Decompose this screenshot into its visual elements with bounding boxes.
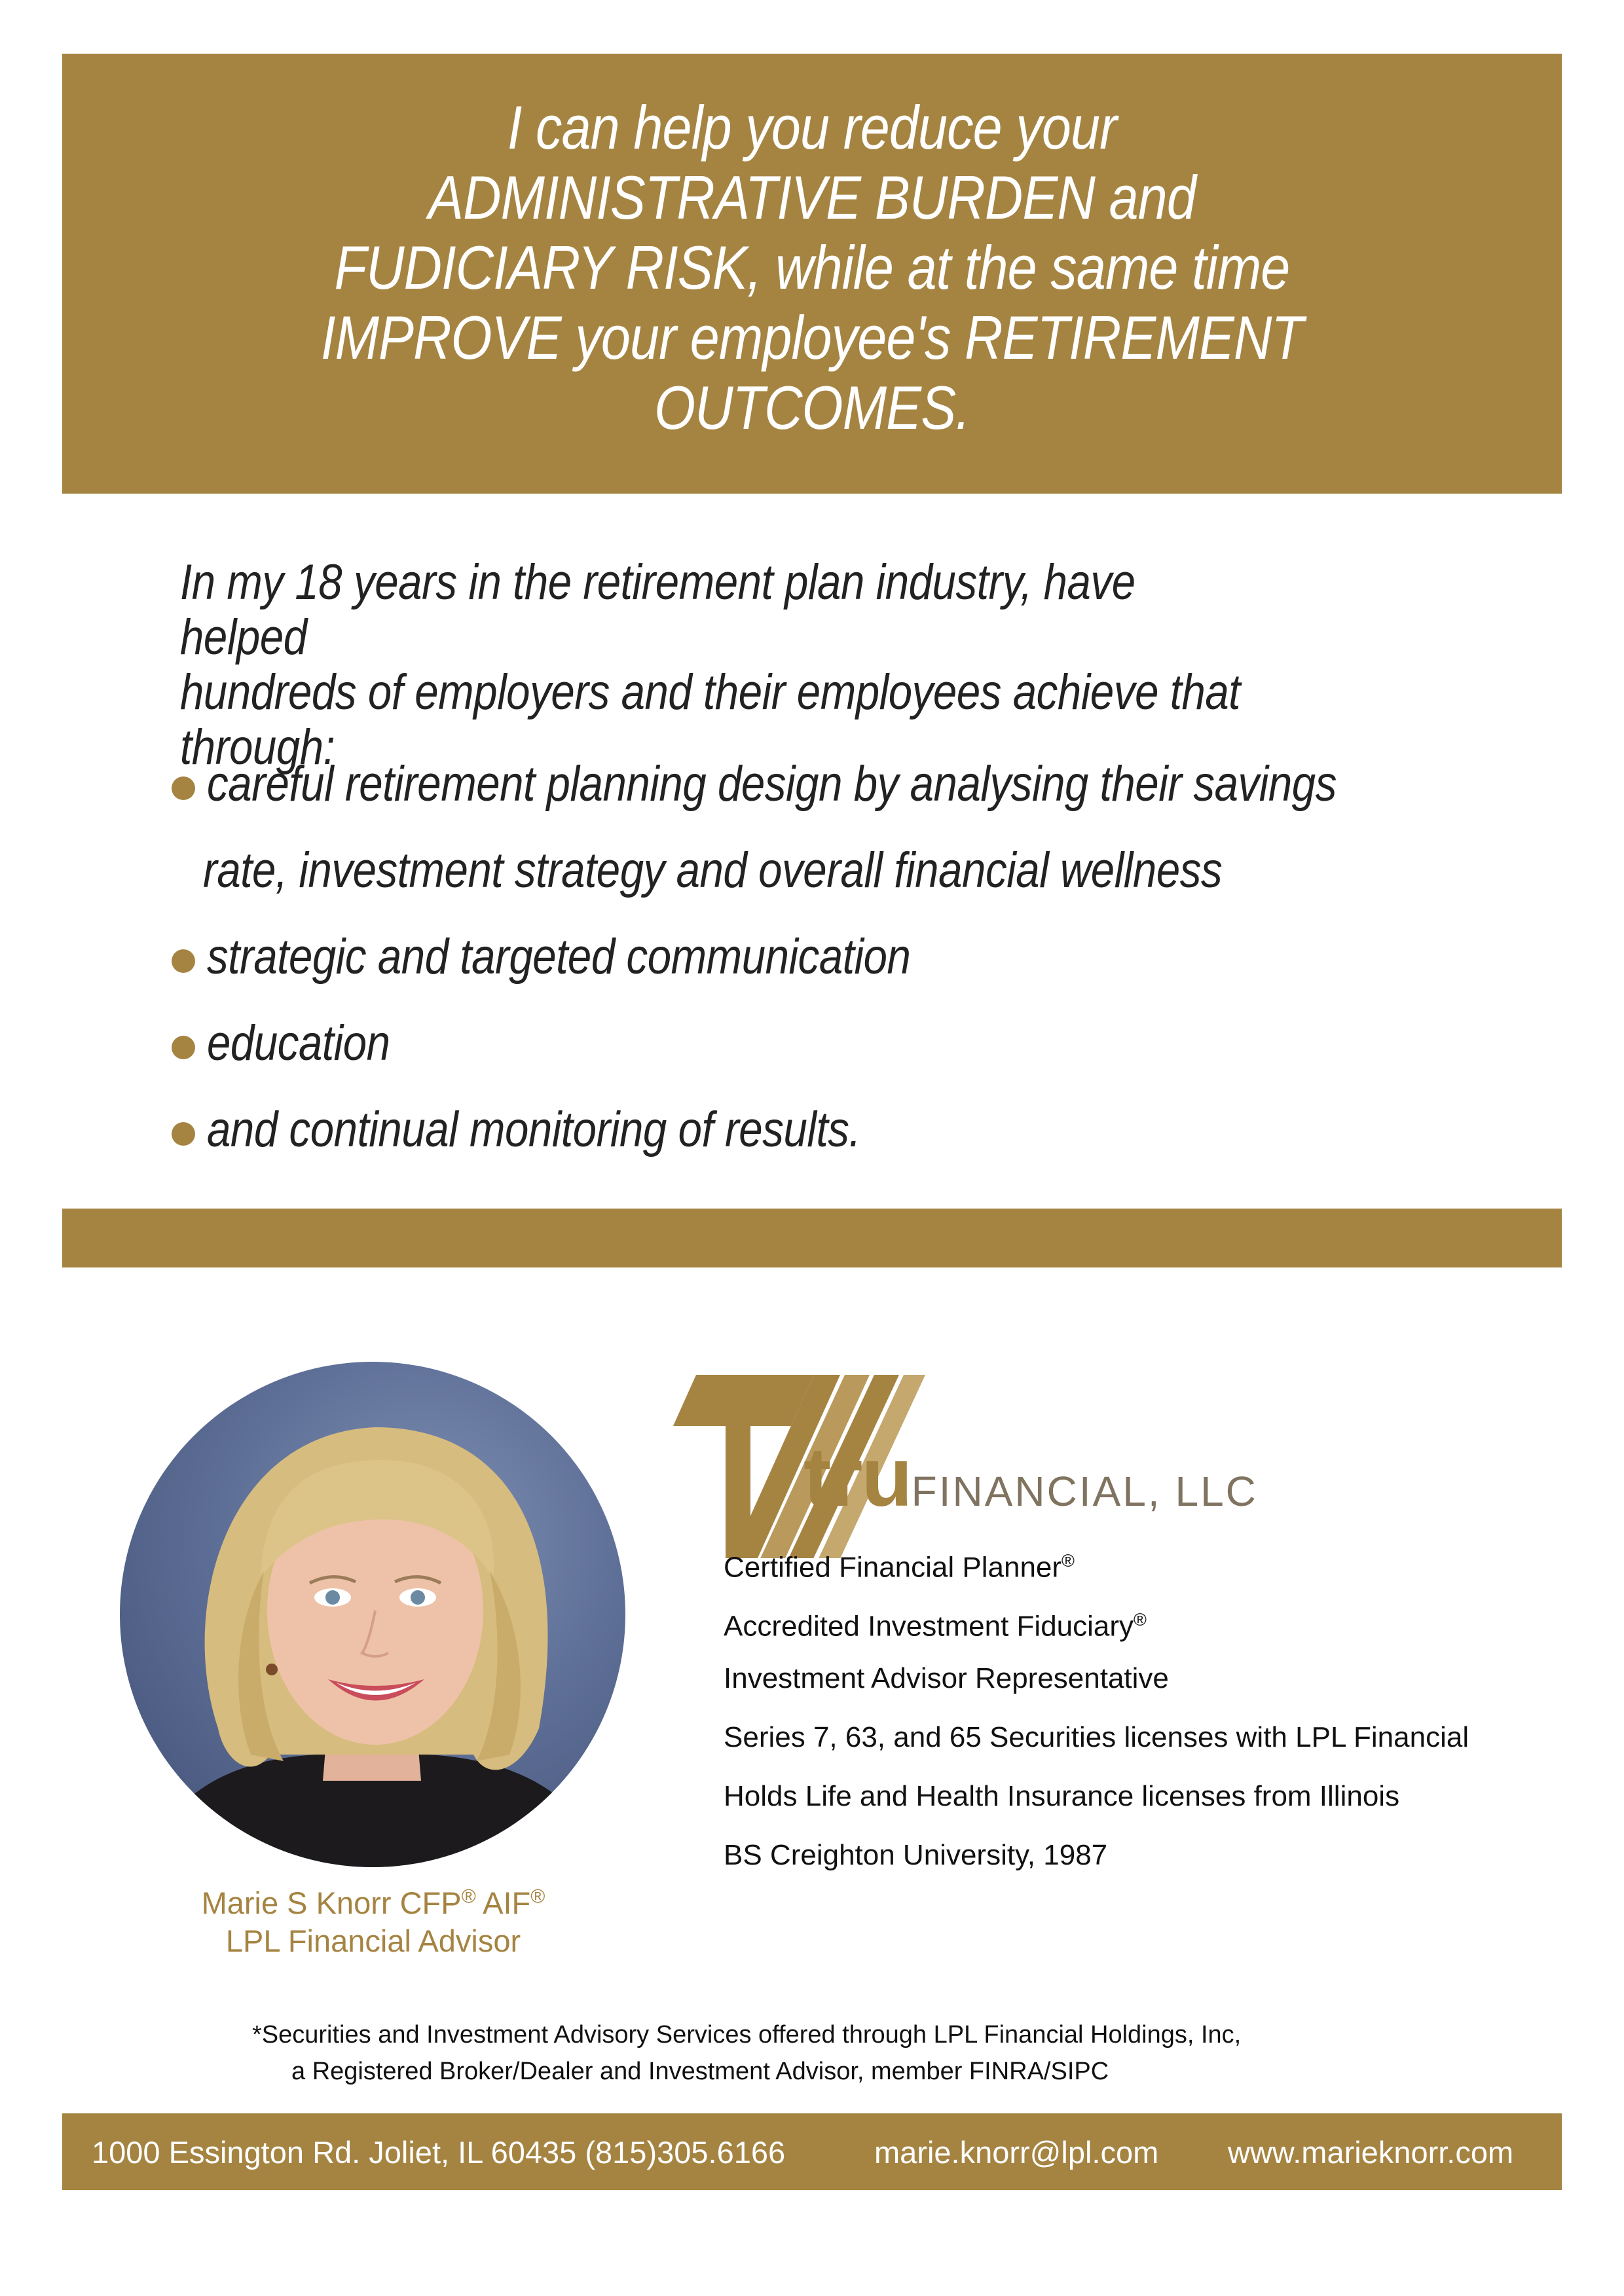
logo-financial-text: FINANCIAL, LLC [911,1468,1258,1515]
registered-mark: ® [530,1886,545,1908]
credential-item [724,1779,1575,1838]
credential-item [724,1544,1575,1603]
bullet-dot-icon [172,776,195,800]
credential-text: Investment Advisor Representative [724,1662,1169,1694]
hero-banner [62,54,1562,494]
registered-mark: ® [1134,1610,1147,1630]
footer-website-link[interactable]: www.marieknorr.com [1228,2135,1514,2170]
list-item-text: and continual monitoring of results. [207,1102,861,1157]
advisor-name-text: Marie S Knorr CFP [201,1886,462,1920]
hero-line: IMPROVE your employee's RETIREMENT [320,302,1304,372]
disclaimer-line: a Registered Broker/Dealer and Investment Advisor, member FINRA/SIPC [291,2058,1109,2085]
intro-line: In my 18 years in the retirement plan industry, have helped [180,555,1135,665]
footer-email-link[interactable]: marie.knorr@lpl.com [874,2135,1159,2170]
intro-paragraph [180,555,1250,775]
credential-item [724,1721,1575,1779]
credential-text: Series 7, 63, and 65 Securities licenses with LPL Financial [724,1721,1469,1753]
disclaimer [131,2016,1493,2090]
advisor-title: LPL Financial Advisor [225,1923,521,1958]
services-list [172,746,1547,1178]
hero-headline [277,92,1347,443]
contact-footer [62,2113,1562,2190]
credential-item [724,1838,1575,1897]
intro-line: through: [180,720,335,775]
hero-line: ADMINISTRATIVE BURDEN and [428,162,1196,232]
advisor-aif-text: AIF [475,1886,531,1920]
bullet-dot-icon [172,1036,195,1059]
list-item-text: careful retirement planning design by analysing their savings [207,756,1337,812]
list-item-continuation [172,833,1547,919]
list-item [172,1006,1547,1092]
list-item [172,919,1547,1006]
list-item-text: strategic and targeted communication [207,929,911,985]
credential-item [724,1603,1575,1662]
registered-mark: ® [461,1886,476,1908]
logo-wordmark [803,1429,1258,1525]
bullet-dot-icon [172,1122,195,1146]
disclaimer-line: *Securities and Investment Advisory Services offered through LPL Financial Holdings, Inc, [252,2021,1242,2049]
list-item-text: education [207,1015,390,1071]
credential-text: BS Creighton University, 1987 [724,1839,1108,1871]
logo-tru-text: tru [803,1430,912,1524]
hero-line: FUDICIARY RISK, while at the same time [334,232,1290,302]
credentials-list [724,1544,1575,1897]
hero-line: I can help you reduce your [507,92,1117,162]
credential-item [724,1662,1575,1721]
intro-line: hundreds of employers and their employees achieve that [180,665,1241,720]
portrait-illustration [120,1362,625,1867]
advisor-photo [120,1362,625,1867]
list-item [172,746,1547,833]
advisor-caption [124,1884,622,1960]
registered-mark: ® [1061,1551,1075,1571]
list-item [172,1092,1547,1178]
advisor-name [124,1884,622,1922]
list-item-text: rate, investment strategy and overall financial wellness [203,843,1223,898]
section-divider [62,1209,1562,1267]
credential-text: Certified Financial Planner [724,1551,1062,1584]
footer-address: 1000 Essington Rd. Joliet, IL 60435 (815)305.6166 [92,2135,786,2170]
credential-text: Accredited Investment Fiduciary [724,1610,1134,1643]
credential-text: Holds Life and Health Insurance licenses from Illinois [724,1780,1400,1812]
bullet-dot-icon [172,949,195,973]
hero-line: OUTCOMES. [654,373,970,442]
